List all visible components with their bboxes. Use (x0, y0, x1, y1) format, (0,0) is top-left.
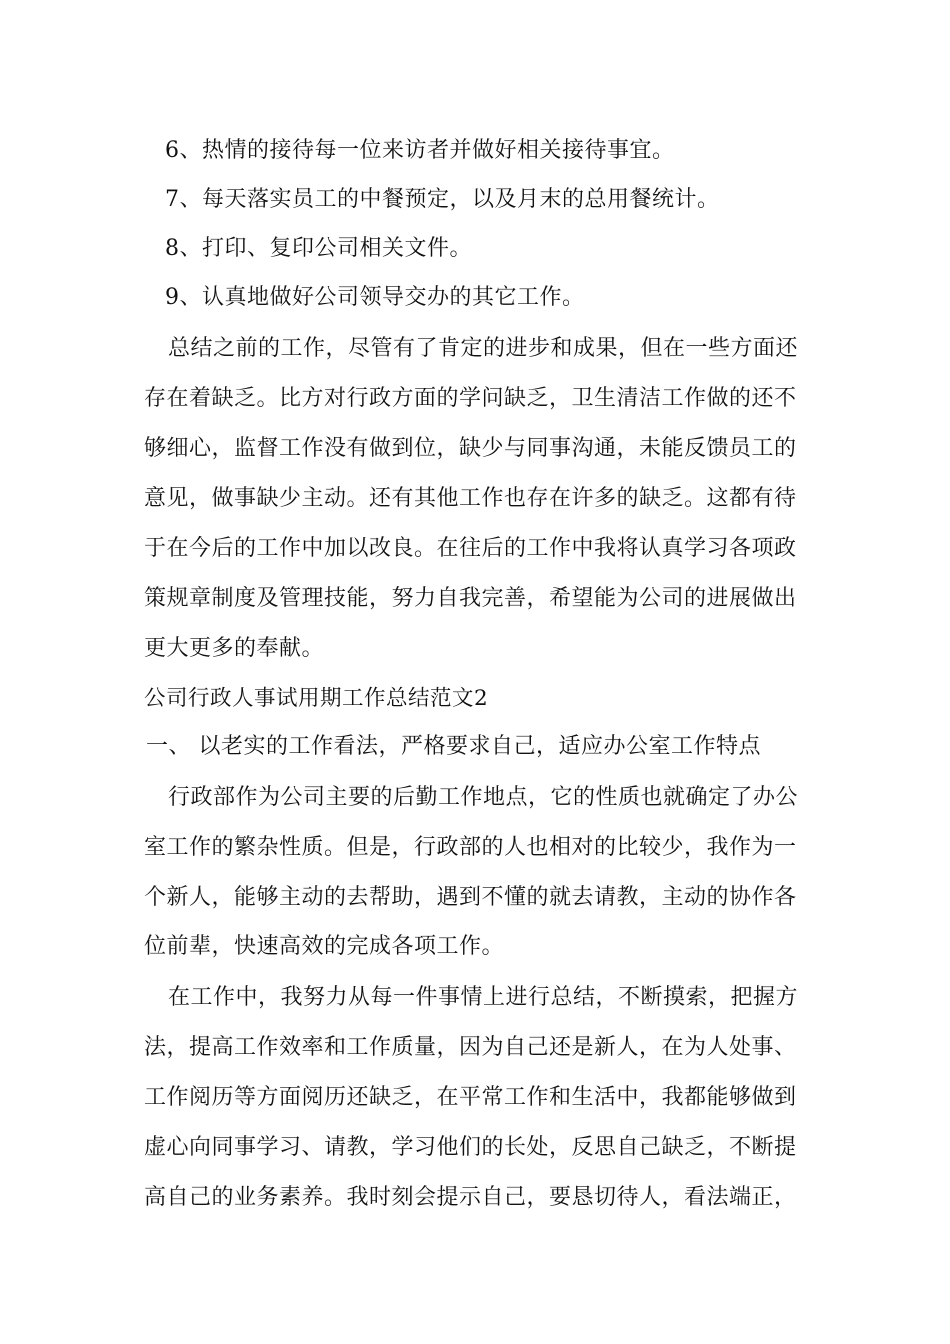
list-item-8: 8、打印、复印公司相关文件。 (165, 236, 472, 261)
paragraph-2-line-2: 法，提高工作效率和工作质量，因为自己还是新人，在为人处事、 (144, 1035, 797, 1060)
list-item-7: 7、每天落实员工的中餐预定，以及月末的总用餐统计。 (165, 187, 720, 212)
section-heading: 一、 以老实的工作看法，严格要求自己，适应办公室工作特点 (146, 734, 761, 759)
summary-line-3: 够细心，监督工作没有做到位，缺少与同事沟通，未能反馈员工的 (144, 436, 797, 461)
paragraph-2-line-4: 虚心向同事学习、请教，学习他们的长处，反思自己缺乏，不断提 (144, 1135, 797, 1160)
summary-line-2: 存在着缺乏。比方对行政方面的学问缺乏，卫生清洁工作做的还不 (144, 386, 797, 411)
paragraph-1-line-2: 室工作的繁杂性质。但是，行政部的人也相对的比较少，我作为一 (144, 835, 797, 860)
paragraph-1-line-3: 个新人，能够主动的去帮助，遇到不懂的就去请教，主动的协作各 (144, 885, 797, 910)
paragraph-1-line-4: 位前辈，快速高效的完成各项工作。 (144, 934, 505, 959)
summary-line-4: 意见，做事缺少主动。还有其他工作也存在许多的缺乏。这都有待 (144, 486, 797, 511)
summary-line-1: 总结之前的工作，尽管有了肯定的进步和成果，但在一些方面还 (168, 336, 799, 361)
summary-line-7: 更大更多的奉献。 (144, 636, 325, 661)
paragraph-2-line-3: 工作阅历等方面阅历还缺乏，在平常工作和生活中，我都能够做到 (144, 1085, 797, 1110)
paragraph-2-line-1: 在工作中，我努力从每一件事情上进行总结，不断摸索，把握方 (168, 985, 799, 1010)
article-title: 公司行政人事试用期工作总结范文2 (144, 686, 489, 711)
list-item-6: 6、热情的接待每一位来访者并做好相关接待事宜。 (165, 138, 675, 163)
paragraph-1-line-1: 行政部作为公司主要的后勤工作地点，它的性质也就确定了办公 (168, 785, 799, 810)
paragraph-2-line-5: 高自己的业务素养。我时刻会提示自己，要恳切待人，看法端正， (144, 1185, 797, 1210)
list-item-9: 9、认真地做好公司领导交办的其它工作。 (165, 285, 585, 310)
summary-line-6: 策规章制度及管理技能，努力自我完善，希望能为公司的进展做出 (144, 586, 797, 611)
summary-line-5: 于在今后的工作中加以改良。在往后的工作中我将认真学习各项政 (144, 536, 797, 561)
